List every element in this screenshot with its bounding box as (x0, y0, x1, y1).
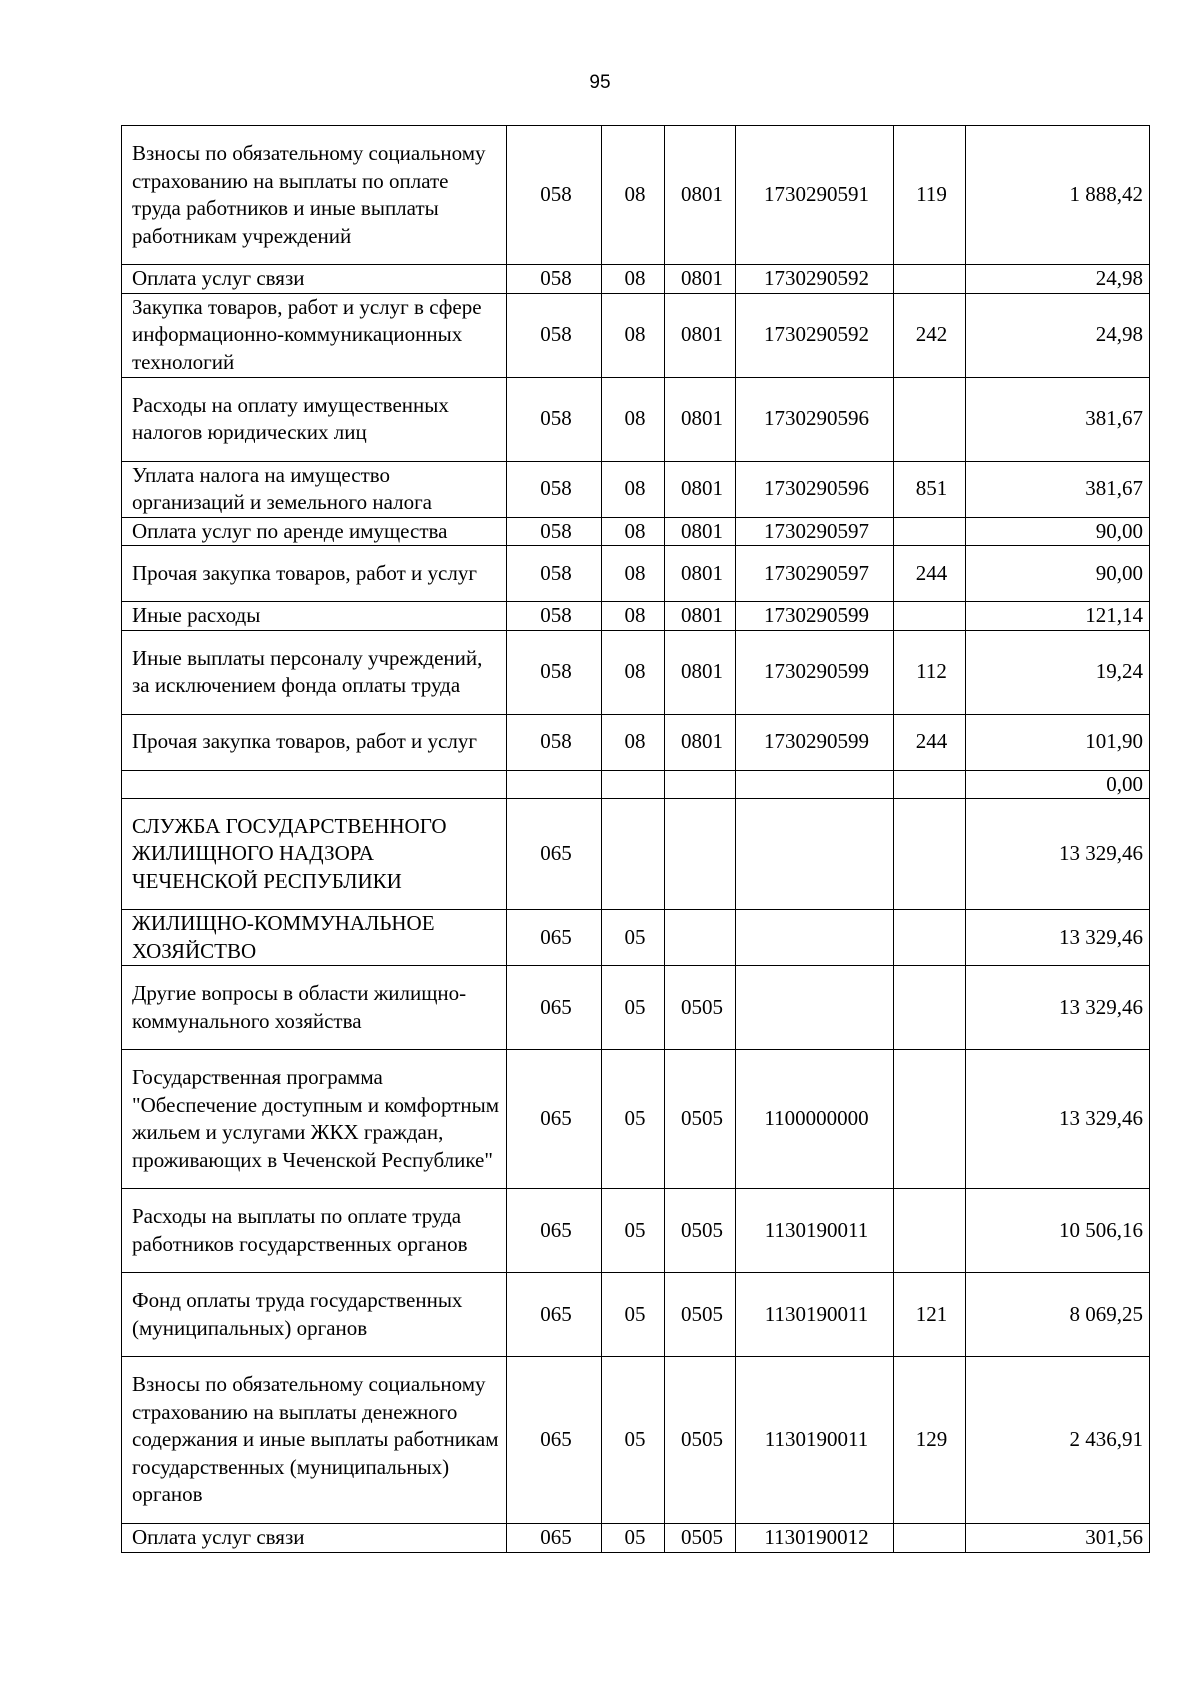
table-row (122, 126, 1150, 265)
section-code: 08 (602, 714, 665, 770)
item-name: Взносы по обязательному социальному страхованию на выплаты денежного содержания и иные выплаты работникам государственных (муниципальных) органов (122, 1357, 507, 1524)
subsection-code: 0801 (665, 714, 736, 770)
expense-type-code (894, 602, 966, 631)
section-code: 08 (602, 546, 665, 602)
section-code: 08 (602, 126, 665, 265)
ministry-code: 065 (507, 1357, 602, 1524)
target-article-code: 1130190011 (736, 1357, 894, 1524)
item-name: СЛУЖБА ГОСУДАРСТВЕННОГО ЖИЛИЩНОГО НАДЗОРА ЧЕЧЕНСКОЙ РЕСПУБЛИКИ (122, 799, 507, 910)
section-code: 08 (602, 377, 665, 461)
target-article-code: 1730290597 (736, 546, 894, 602)
target-article-code: 1730290592 (736, 293, 894, 377)
target-article-code: 1730290599 (736, 602, 894, 631)
table-row (122, 377, 1150, 461)
ministry-code: 058 (507, 126, 602, 265)
target-article-code: 1730290597 (736, 517, 894, 546)
section-code: 05 (602, 1357, 665, 1524)
subsection-code (665, 799, 736, 910)
target-article-code: 1730290592 (736, 265, 894, 294)
subsection-code: 0505 (665, 1524, 736, 1553)
ministry-code: 065 (507, 1050, 602, 1189)
item-name: Расходы на выплаты по оплате труда работников государственных органов (122, 1189, 507, 1273)
subsection-code: 0801 (665, 461, 736, 517)
ministry-code: 065 (507, 1189, 602, 1273)
amount: 101,90 (966, 714, 1150, 770)
subsection-code: 0505 (665, 1189, 736, 1273)
subsection-code (665, 910, 736, 966)
expense-type-code: 112 (894, 630, 966, 714)
expense-type-code (894, 1050, 966, 1189)
subsection-code: 0801 (665, 602, 736, 631)
item-name: ЖИЛИЩНО-КОММУНАЛЬНОЕ ХОЗЯЙСТВО (122, 910, 507, 966)
table-body (122, 126, 1150, 1553)
expense-type-code (894, 966, 966, 1050)
section-code: 05 (602, 910, 665, 966)
subsection-code (665, 770, 736, 799)
ministry-code: 058 (507, 377, 602, 461)
amount: 121,14 (966, 602, 1150, 631)
table-row (122, 910, 1150, 966)
table-row (122, 546, 1150, 602)
expense-type-code: 121 (894, 1273, 966, 1357)
subsection-code: 0505 (665, 1050, 736, 1189)
section-code: 05 (602, 1189, 665, 1273)
amount: 90,00 (966, 517, 1150, 546)
amount: 0,00 (966, 770, 1150, 799)
ministry-code: 065 (507, 1524, 602, 1553)
ministry-code: 065 (507, 799, 602, 910)
section-code (602, 799, 665, 910)
section-code (602, 770, 665, 799)
target-article-code: 1130190012 (736, 1524, 894, 1553)
amount: 13 329,46 (966, 910, 1150, 966)
ministry-code: 058 (507, 602, 602, 631)
amount: 13 329,46 (966, 1050, 1150, 1189)
item-name (122, 770, 507, 799)
subsection-code: 0801 (665, 293, 736, 377)
target-article-code: 1730290596 (736, 377, 894, 461)
amount: 381,67 (966, 461, 1150, 517)
expense-type-code: 244 (894, 714, 966, 770)
ministry-code: 058 (507, 630, 602, 714)
item-name: Закупка товаров, работ и услуг в сфере информационно-коммуникационных технологий (122, 293, 507, 377)
target-article-code (736, 770, 894, 799)
section-code: 08 (602, 517, 665, 546)
item-name: Прочая закупка товаров, работ и услуг (122, 714, 507, 770)
subsection-code: 0801 (665, 517, 736, 546)
item-name: Иные расходы (122, 602, 507, 631)
section-code: 05 (602, 966, 665, 1050)
expense-type-code (894, 377, 966, 461)
target-article-code (736, 799, 894, 910)
table-row (122, 770, 1150, 799)
amount: 10 506,16 (966, 1189, 1150, 1273)
ministry-code: 065 (507, 1273, 602, 1357)
table-row (122, 517, 1150, 546)
item-name: Прочая закупка товаров, работ и услуг (122, 546, 507, 602)
item-name: Государственная программа "Обеспечение доступным и комфортным жильем и услугами ЖКХ граждан, проживающих в Чеченской Республике" (122, 1050, 507, 1189)
ministry-code: 058 (507, 293, 602, 377)
table-row (122, 461, 1150, 517)
amount: 13 329,46 (966, 966, 1150, 1050)
amount: 19,24 (966, 630, 1150, 714)
ministry-code: 065 (507, 910, 602, 966)
table-row (122, 265, 1150, 294)
table-row (122, 630, 1150, 714)
subsection-code: 0801 (665, 265, 736, 294)
table-row (122, 602, 1150, 631)
table-row (122, 799, 1150, 910)
ministry-code: 058 (507, 546, 602, 602)
amount: 24,98 (966, 265, 1150, 294)
item-name: Оплата услуг связи (122, 1524, 507, 1553)
target-article-code: 1130190011 (736, 1273, 894, 1357)
expense-type-code (894, 1524, 966, 1553)
table-row (122, 966, 1150, 1050)
expense-type-code: 244 (894, 546, 966, 602)
section-code: 08 (602, 265, 665, 294)
ministry-code: 058 (507, 461, 602, 517)
target-article-code: 1730290599 (736, 714, 894, 770)
subsection-code: 0505 (665, 1273, 736, 1357)
table-row (122, 1357, 1150, 1524)
amount: 24,98 (966, 293, 1150, 377)
item-name: Оплата услуг по аренде имущества (122, 517, 507, 546)
ministry-code: 058 (507, 714, 602, 770)
expense-type-code (894, 1189, 966, 1273)
amount: 2 436,91 (966, 1357, 1150, 1524)
item-name: Фонд оплаты труда государственных (муниципальных) органов (122, 1273, 507, 1357)
subsection-code: 0801 (665, 546, 736, 602)
target-article-code: 1130190011 (736, 1189, 894, 1273)
subsection-code: 0505 (665, 1357, 736, 1524)
table-row (122, 1050, 1150, 1189)
ministry-code: 058 (507, 517, 602, 546)
ministry-code: 058 (507, 265, 602, 294)
expense-type-code: 242 (894, 293, 966, 377)
table-row (122, 1189, 1150, 1273)
section-code: 08 (602, 630, 665, 714)
target-article-code: 1730290591 (736, 126, 894, 265)
table-row (122, 714, 1150, 770)
expense-type-code: 851 (894, 461, 966, 517)
section-code: 05 (602, 1050, 665, 1189)
expense-type-code (894, 770, 966, 799)
expense-type-code (894, 265, 966, 294)
ministry-code: 065 (507, 966, 602, 1050)
item-name: Уплата налога на имущество организаций и земельного налога (122, 461, 507, 517)
expense-type-code: 119 (894, 126, 966, 265)
section-code: 08 (602, 293, 665, 377)
subsection-code: 0801 (665, 630, 736, 714)
amount: 1 888,42 (966, 126, 1150, 265)
section-code: 05 (602, 1273, 665, 1357)
expense-type-code (894, 910, 966, 966)
expense-type-code (894, 517, 966, 546)
page-number: 95 (589, 72, 611, 93)
amount: 8 069,25 (966, 1273, 1150, 1357)
expense-type-code (894, 799, 966, 910)
section-code: 08 (602, 461, 665, 517)
table-row (122, 1524, 1150, 1553)
amount: 381,67 (966, 377, 1150, 461)
target-article-code (736, 910, 894, 966)
section-code: 05 (602, 1524, 665, 1553)
table-row (122, 293, 1150, 377)
amount: 13 329,46 (966, 799, 1150, 910)
target-article-code (736, 966, 894, 1050)
item-name: Иные выплаты персоналу учреждений, за исключением фонда оплаты труда (122, 630, 507, 714)
item-name: Взносы по обязательному социальному страхованию на выплаты по оплате труда работников и иные выплаты работникам учреждений (122, 126, 507, 265)
expense-type-code: 129 (894, 1357, 966, 1524)
item-name: Расходы на оплату имущественных налогов юридических лиц (122, 377, 507, 461)
amount: 301,56 (966, 1524, 1150, 1553)
subsection-code: 0801 (665, 126, 736, 265)
ministry-code (507, 770, 602, 799)
amount: 90,00 (966, 546, 1150, 602)
item-name: Другие вопросы в области жилищно-коммунального хозяйства (122, 966, 507, 1050)
subsection-code: 0801 (665, 377, 736, 461)
target-article-code: 1100000000 (736, 1050, 894, 1189)
target-article-code: 1730290596 (736, 461, 894, 517)
target-article-code: 1730290599 (736, 630, 894, 714)
budget-table (121, 125, 1150, 1553)
table-row (122, 1273, 1150, 1357)
section-code: 08 (602, 602, 665, 631)
item-name: Оплата услуг связи (122, 265, 507, 294)
subsection-code: 0505 (665, 966, 736, 1050)
